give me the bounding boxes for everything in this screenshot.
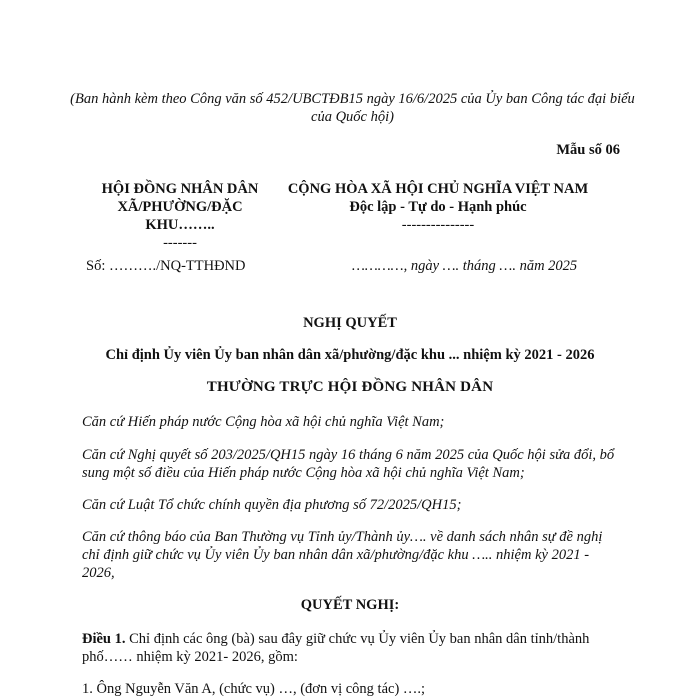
council-header — [80, 180, 280, 252]
form-number: Mẫu số 06 — [556, 142, 620, 158]
issuing-body: THƯỜNG TRỰC HỘI ĐỒNG NHÂN DÂN — [206, 379, 494, 395]
issued-with-note: (Ban hành kèm theo Công văn số 452/UBCTĐB15 ngày 16/6/2025 của Ủy ban Công tác đại biểu của Quốc hội) — [70, 91, 635, 125]
council-divider: ------- — [163, 235, 197, 251]
legal-basis: Căn cứ thông báo của Ban Thường vụ Tỉnh ủy/Thành ủy…. về danh sách nhân sự đề nghị chỉ định giữ chức vụ Ủy viên Ủy ban nhân dân xã/phường/đặc khu ….. nhiệm kỳ 2021 - 2026, — [82, 529, 603, 581]
article-1 — [82, 630, 622, 666]
council-name-line1: HỘI ĐỒNG NHÂN DÂN — [101, 181, 259, 197]
place-date: …………, ngày …. tháng …. năm 2025 — [352, 258, 578, 274]
decides-heading: QUYẾT NGHỊ: — [300, 597, 400, 613]
document-title: NGHỊ QUYẾT — [303, 315, 397, 331]
article-1-label: Điều 1. — [82, 631, 126, 647]
appointee-item: 1. Ông Nguyễn Văn A, (chức vụ) …, (đơn vị công tác) ….; — [82, 681, 426, 697]
national-header — [268, 180, 608, 234]
legal-basis: Căn cứ Luật Tổ chức chính quyền địa phương số 72/2025/QH15; — [82, 497, 462, 513]
national-motto: Độc lập - Tự do - Hạnh phúc — [349, 199, 527, 215]
national-divider: --------------- — [401, 217, 475, 233]
council-name-line3: KHU…….. — [145, 217, 215, 233]
legal-basis: Căn cứ Nghị quyết số 203/2025/QH15 ngày 16 tháng 6 năm 2025 của Quốc hội sửa đổi, bổ sung một số điều của Hiến pháp nước Cộng hòa xã hội chủ nghĩa Việt Nam; — [82, 447, 615, 481]
article-1-text: Chỉ định các ông (bà) sau đây giữ chức vụ Ủy viên Ủy ban nhân dân tỉnh/thành phố…… nhiệm kỳ 2021- 2026, gồm: — [82, 631, 590, 665]
council-name-line2: XÃ/PHƯỜNG/ĐẶC — [117, 199, 243, 215]
document-number: Số: ………./NQ-TTHĐND — [86, 258, 246, 274]
national-title: CỘNG HÒA XÃ HỘI CHỦ NGHĨA VIỆT NAM — [287, 181, 589, 197]
document-subtitle: Chỉ định Ủy viên Ủy ban nhân dân xã/phường/đặc khu ... nhiệm kỳ 2021 - 2026 — [105, 347, 595, 363]
legal-basis: Căn cứ Hiến pháp nước Cộng hòa xã hội chủ nghĩa Việt Nam; — [82, 414, 445, 430]
